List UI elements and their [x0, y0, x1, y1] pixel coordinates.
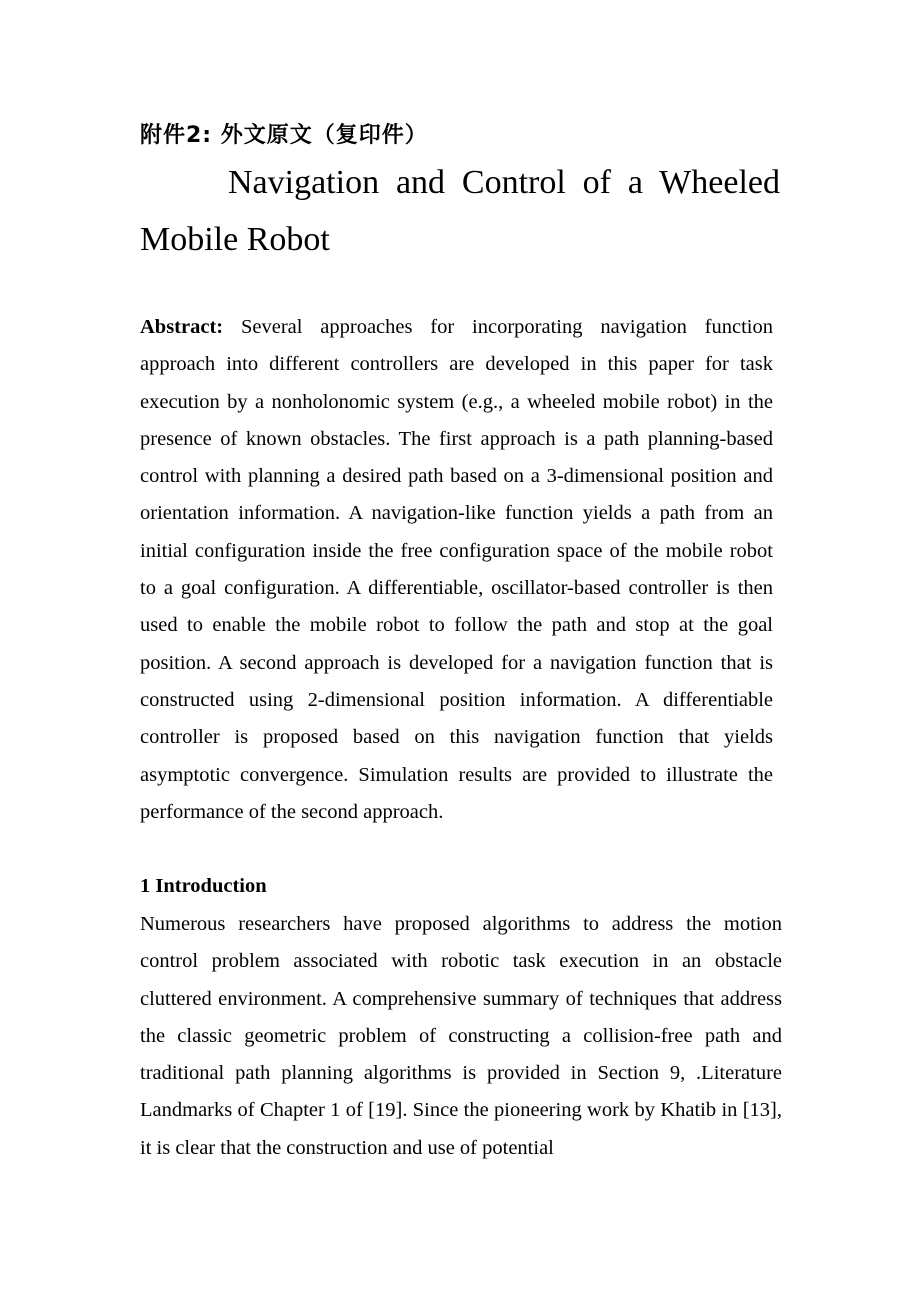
abstract-label: Abstract:	[140, 316, 224, 338]
introduction-paragraph: Numerous researchers have proposed algorithms to address the motion control problem associated with robotic task execution in an obstacle cluttered environment. A comprehensive summary of techniques that address the classic geometric problem of constructing a collision-free path and traditional path planning algorithms is provided in Section 9, .Literature Landmarks of Chapter 1 of [19]. Since the pioneering work by Khatib in [13], it is clear that the construction and use of potential	[140, 913, 782, 1159]
abstract-paragraph	[140, 309, 773, 831]
abstract-text: Several approaches for incorporating navigation function approach into different controllers are developed in this paper for task execution by a nonholonomic system (e.g., a wheeled mobile robot) in the presence of known obstacles. The first approach is a path planning-based control with planning a desired path based on a 3-dimensional position and orientation information. A navigation-like function yields a path from an initial configuration inside the free configuration space of the mobile robot to a goal configuration. A differentiable, oscillator-based controller is then used to enable the mobile robot to follow the path and stop at the goal position. A second approach is developed for a navigation function that is constructed using 2-dimensional position information. A differentiable controller is proposed based on this navigation function that yields asymptotic convergence. Simulation results are provided to illustrate the performance of the second approach.	[140, 316, 773, 823]
section-heading-introduction: 1 Introduction	[140, 875, 267, 897]
paper-title: Navigation and Control of a Wheeled Mobile Robot	[140, 164, 780, 258]
appendix-label: 附件2: 外文原文（复印件）	[140, 123, 428, 148]
